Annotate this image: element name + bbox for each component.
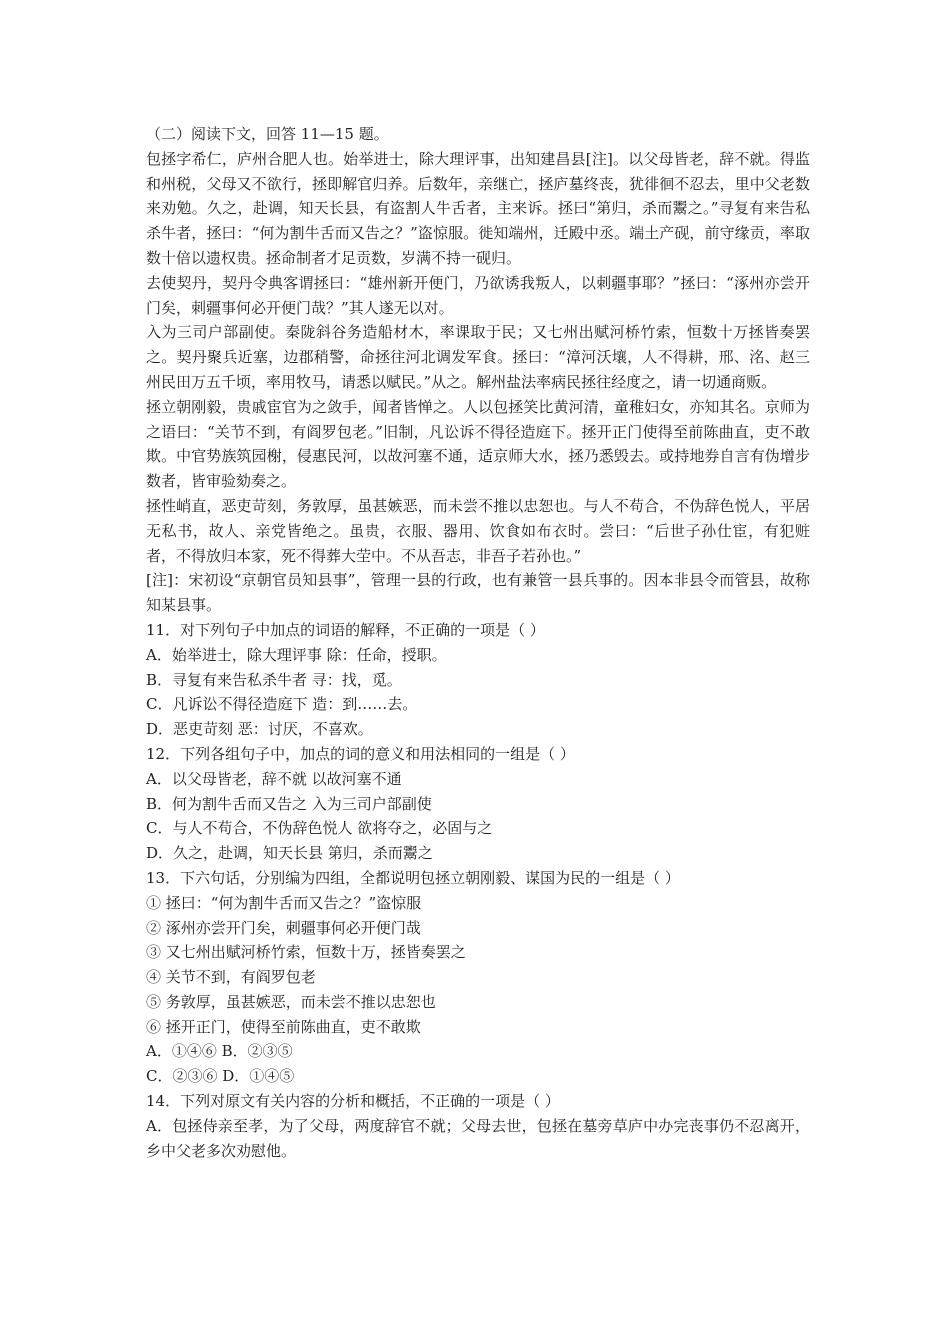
passage-paragraph-1: 包拯字希仁，庐州合肥人也。始举进士，除大理评事，出知建昌县[注]。以父母皆老，辞不就。得监和州税，父母又不欲行，拯即解官归养。后数年，亲继亡，拯庐墓终丧，犹徘徊不忍去，里中父老数来劝勉。久之，赴调，知天长县，有盗割人牛舌者，主来诉。拯曰“第归，杀而鬻之。”寻复有来告私杀牛者，拯曰：“何为割牛舌而又告之？”盗惊服。徙知端州，迁殿中丞。端土产砚，前守缘贡，率取数十倍以遗权贵。拯命制者才足贡数，岁满不持一砚归。: [146, 149, 810, 267]
question-13-options-ab: A．①④⑥ B．②③⑤: [146, 1042, 293, 1061]
question-13-sentence-5: ⑤ 务敦厚，虽甚嫉恶，而未尝不推以忠恕也: [146, 992, 436, 1011]
question-13-stem: 13．下六句话，分别编为四组，全都说明包拯立朝刚毅、谋国为民的一组是（ ）: [146, 868, 680, 887]
passage-paragraph-4: 拯立朝刚毅，贵戚宦官为之敛手，闻者皆惮之。人以包拯笑比黄河清，童稚妇女，亦知其名。京师为之语曰：“关节不到，有阎罗包老。”旧制，凡讼诉不得径造庭下。拯开正门使得至前陈曲直，吏不敢欺。中官势族筑园榭，侵惠民河，以故河塞不通，适京师大水，拯乃悉毁去。或持地券自言有伪增步数者，皆审验劾奏之。: [146, 397, 810, 491]
question-13-sentence-1: ① 拯曰：“何为割牛舌而又告之？”盗惊服: [146, 893, 422, 912]
question-12-option-b: B．何为割牛舌而又告之 入为三司户部副使: [146, 794, 432, 813]
question-12-option-a: A．以父母皆老，辞不就 以故河塞不通: [146, 769, 402, 788]
question-11-option-b: B．寻复有来告私杀牛者 寻：找，觅。: [146, 670, 402, 689]
passage-paragraph-2: 去使契丹，契丹令典客谓拯曰：“雄州新开便门，乃欲诱我叛人，以刺疆事耶？”拯曰：“涿州亦尝开门矣，刺疆事何必开便门哉？”其人遂无以对。: [146, 273, 810, 317]
footnote: [注]：宋初设“京朝官员知县事”，管理一县的行政，也有兼管一县兵事的。因本非县令而管县，故称知某县事。: [146, 571, 810, 615]
question-11-stem: 11．对下列句子中加点的词语的解释，不正确的一项是（ ）: [146, 620, 545, 639]
question-13-options-cd: C．②③⑥ D．①④⑤: [146, 1067, 295, 1086]
question-11-option-d: D．恶吏苛刻 恶：讨厌，不喜欢。: [146, 720, 373, 739]
section-heading: （二）阅读下文，回答 11—15 题。: [146, 125, 389, 143]
question-12-option-c: C．与人不苟合，不伪辞色悦人 欲将夺之，必固与之: [146, 819, 493, 838]
question-13-sentence-4: ④ 关节不到，有阎罗包老: [146, 968, 316, 987]
question-14-stem: 14．下列对原文有关内容的分析和概括，不正确的一项是（ ）: [146, 1092, 560, 1111]
passage-paragraph-3: 入为三司户部副使。秦陇斜谷务造船材木，率课取于民；又七州出赋河桥竹索，恒数十万拯皆奏罢之。契丹聚兵近塞，边郡稍警，命拯往河北调发军食。拯曰：“漳河沃壤，人不得耕，邢、洺、赵三州民田万五千顷，率用牧马，请悉以赋民。”从之。解州盐法率病民拯往经度之，请一切通商贩。: [146, 323, 810, 391]
passage-paragraph-5: 拯性峭直，恶吏苛刻，务敦厚，虽甚嫉恶，而未尝不推以忠恕也。与人不苟合，不伪辞色悦人，平居无私书，故人、亲党皆绝之。虽贵，衣服、器用、饮食如布衣时。尝曰：“后世子孙仕宦，有犯赃者，不得放归本家，死不得葬大茔中。不从吾志，非吾子若孙也。”: [146, 496, 810, 565]
question-11-option-a: A．始举进士，除大理评事 除：任命，授职。: [146, 645, 447, 664]
question-12-stem: 12．下列各组句子中，加点的词的意义和用法相同的一组是（ ）: [146, 744, 575, 763]
question-11-option-c: C．凡诉讼不得径造庭下 造：到……去。: [146, 695, 418, 714]
question-13-sentence-3: ③ 又七州出赋河桥竹索，恒数十万，拯皆奏罢之: [146, 943, 466, 962]
question-14-option-a: A．包拯侍亲至孝，为了父母，两度辞官不就；父母去世，包拯在墓旁草庐中办完丧事仍不忍离开，乡中父老多次劝慰他。: [146, 1116, 810, 1160]
question-13-sentence-2: ② 涿州亦尝开门矣，刺疆事何必开便门哉: [146, 918, 421, 937]
question-13-sentence-6: ⑥ 拯开正门，使得至前陈曲直，吏不敢欺: [146, 1017, 421, 1036]
document-page: [146, 122, 810, 1163]
question-12-option-d: D．久之，赴调，知天长县 第归，杀而鬻之: [146, 844, 433, 863]
